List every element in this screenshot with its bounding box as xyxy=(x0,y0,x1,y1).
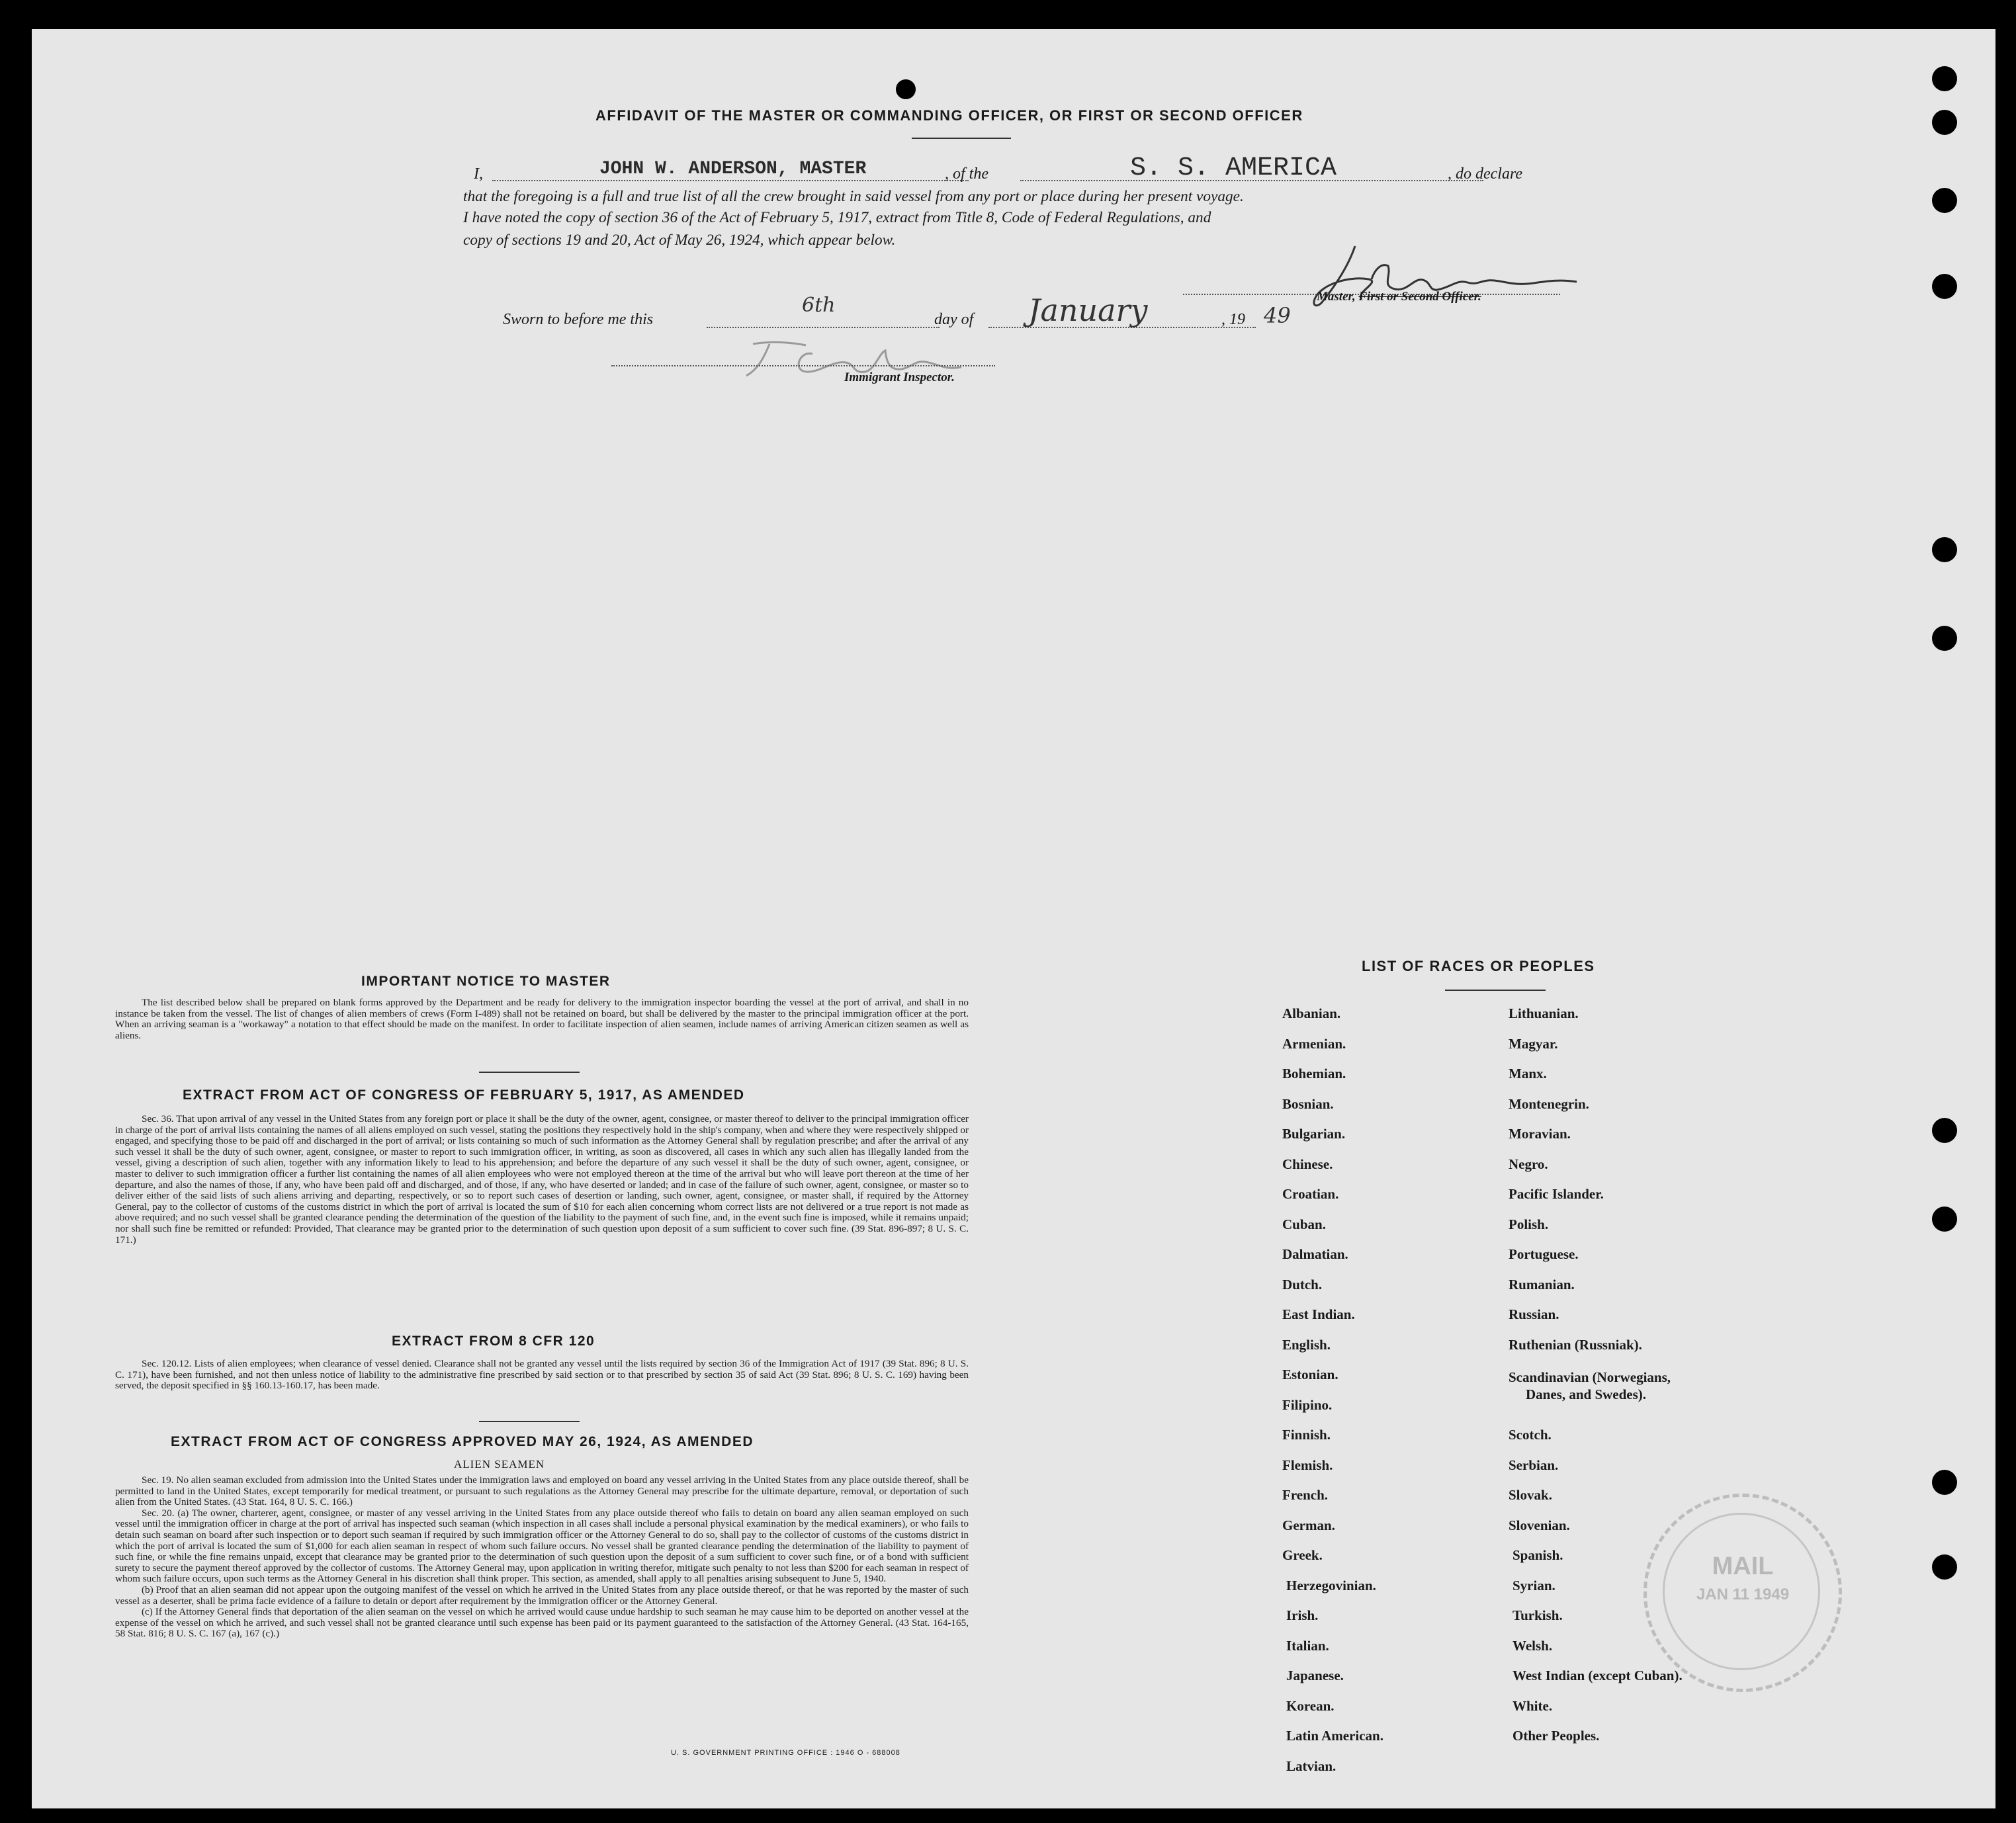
race-item: Spanish. xyxy=(1512,1547,1563,1563)
race-item: Irish. xyxy=(1286,1607,1319,1623)
notice-heading: IMPORTANT NOTICE TO MASTER xyxy=(361,974,611,989)
affidavit-line-4: copy of sections 19 and 20, Act of May 26, 1924, which appear below. xyxy=(463,232,896,249)
race-item: Pacific Islander. xyxy=(1509,1186,1604,1202)
affidavit-heading: AFFIDAVIT OF THE MASTER OR COMMANDING OFFICER, OR FIRST OR SECOND OFFICER xyxy=(595,107,1303,124)
race-item: Slovenian. xyxy=(1509,1517,1570,1533)
race-item: German. xyxy=(1282,1517,1335,1533)
race-item: Japanese. xyxy=(1286,1668,1344,1683)
master-name: JOHN W. ANDERSON, MASTER xyxy=(599,159,867,179)
day-of-label: day of xyxy=(934,311,974,328)
race-item: Dutch. xyxy=(1282,1277,1323,1293)
races-heading: LIST OF RACES OR PEOPLES xyxy=(1362,958,1595,974)
punch-hole xyxy=(1932,1470,1957,1495)
section-36-paragraph: Sec. 36. That upon arrival of any vessel in the United States from any foreign port or place it shall be the duty of the owner, agent, consignee, or master thereof to deliver to the principal immigration officer in charge of the port of arrival lists containing the names of all aliens employed on such vessel, stating the positions they respectively hold in the ship's company, when and where they were respectively shipped or engaged, and specifying those to be paid off and discharged in the port of arrival; or lists containing so much of such information as the Attorney General shall by regulation prescribe; and after the arrival of any such vessel it shall be the duty of such owner, agent, consignee, or master to report to such immigration officer, in writing, as soon as discovered, all cases in which any such alien has illegally landed from the vessel, giving a description of such alien, together with any information likely to lead to his apprehension; and before the departure of any such vessel it shall be the duty of such owner, agent, consignee, or master to deliver to such immigration officer a further list containing the names of all alien employees who were not employed thereon at the time of the arrival but who will leave port thereon at the time of her departure, and also the names of those, if any, who have been paid off and discharged, and of those, if any, who have deserted or landed; and in case of the failure of such owner, agent, consignee, or master so to deliver either of the said lists of such aliens arriving and departing, respectively, or so to report such cases of desertion or landing, such owner, agent, consignee, or master shall, if required by the Attorney General, pay to the collector of customs of the customs district in which the port of arrival is located the sum of $10 for each alien concerning whom correct lists are not delivered or a true report is not made as above required; and no such vessel shall be granted clearance pending the determination of the question of the liability to the payment of such fine, and, in the event such fine is imposed, while it remains unpaid; nor shall such fine be remitted or refunded: Provided, That clearance may be granted prior to the determination of such question upon deposit of a sum sufficient to cover such fine. (39 Stat. 896-897; 8 U. S. C. 171.) xyxy=(115,1113,969,1246)
race-item: French. xyxy=(1282,1487,1329,1503)
manifest-page xyxy=(32,29,1995,1808)
race-item: Russian. xyxy=(1509,1306,1559,1322)
sworn-label: Sworn to before me this xyxy=(503,311,654,328)
race-item: Negro. xyxy=(1509,1156,1548,1172)
do-declare-label: , do declare xyxy=(1448,165,1523,183)
race-item: Italian. xyxy=(1286,1638,1329,1654)
extract-cfr-text xyxy=(115,1359,969,1392)
race-item: Flemish. xyxy=(1282,1457,1333,1473)
race-item: Montenegrin. xyxy=(1509,1096,1589,1112)
race-item: East Indian. xyxy=(1282,1306,1355,1322)
section-20c-paragraph: (c) If the Attorney General finds that deportation of the alien seaman on the vessel on which he arrived would cause undue hardship to such seaman he may cause him to be deported on another vessel at the expense of the vessel on which he arrived, and such vessel shall not be granted clearance until such expense has been paid or its payment guaranteed to the satisfaction of the Attorney General. (43 Stat. 164-165, 58 Stat. 816; 8 U. S. C. 167 (a), 167 (c).) xyxy=(115,1606,969,1640)
race-item: Scandinavian (Norwegians, xyxy=(1509,1369,1671,1385)
race-item: Cuban. xyxy=(1282,1216,1326,1232)
race-item: Manx. xyxy=(1509,1066,1547,1081)
race-item: Estonian. xyxy=(1282,1367,1338,1382)
sworn-month: January xyxy=(1028,292,1148,328)
extract-1924-heading: EXTRACT FROM ACT OF CONGRESS APPROVED MAY 26, 1924, AS AMENDED xyxy=(171,1434,754,1449)
race-item: Polish. xyxy=(1509,1216,1549,1232)
race-item: Bosnian. xyxy=(1282,1096,1334,1112)
sworn-year: 49 xyxy=(1264,303,1291,328)
master-caption xyxy=(1317,290,1481,304)
race-item: Syrian. xyxy=(1512,1578,1556,1593)
punch-hole xyxy=(1932,1554,1957,1580)
extract-1917-text xyxy=(115,1114,969,1246)
master-name-line xyxy=(492,180,969,181)
section-20a-paragraph: Sec. 20. (a) The owner, charterer, agent, consignee, or master of any vessel arriving in the United States from any place outside thereof who fails to detain on board any alien seaman employed on such vessel until the immigration officer in charge at the port of arrival has inspected such seaman (which inspection in all cases shall include a personal physical examination by the medical examiners), or who fails to detain such seaman on board after such inspection or to deport such seaman if required by such immigration officer or the Attorney General to do so, shall pay to the collector of customs of the customs district in which the port of arrival is located the sum of $1,000 for each alien seaman in respect of whom such failure occurs. No vessel shall be granted clearance pending the determination of the liability to payment of such fine, or while the fine remains unpaid, except that clearance may be granted prior to the determination of such question upon the deposit of a sum sufficient to cover such fine, or of a bond with sufficient surety to secure the payment thereof approved by the collector of customs. The Attorney General may, upon application in writing therefor, mitigate such penalty to not less than $200 for each seaman in respect of whom such failure occurs, upon such terms as the Attorney General in his discretion shall think proper. This section, as amended, shall apply to all penalties arising subsequent to June 5, 1940. xyxy=(115,1507,969,1585)
race-item: Scotch. xyxy=(1509,1427,1552,1443)
race-item: Filipino. xyxy=(1282,1397,1333,1413)
race-item: Rumanian. xyxy=(1509,1277,1575,1293)
race-item: Latin American. xyxy=(1286,1728,1383,1744)
of-the-label: , of the xyxy=(945,165,988,183)
punch-hole xyxy=(896,79,916,99)
printer-imprint: U. S. GOVERNMENT PRINTING OFFICE : 1946 O - 688008 xyxy=(671,1749,900,1757)
race-item: Finnish. xyxy=(1282,1427,1331,1443)
section-20b-paragraph: (b) Proof that an alien seaman did not appear upon the outgoing manifest of the vessel on which he arrived in the United States from any place outside thereof, or that he was reported by the master of such vessel as a deserter, shall be prima facie evidence of a failure to detain or deport after requirement by the immigration officer or the Attorney General. xyxy=(115,1584,969,1607)
race-item: Danes, and Swedes). xyxy=(1526,1386,1647,1402)
extract-1924-text xyxy=(115,1475,969,1640)
race-item: Albanian. xyxy=(1282,1005,1341,1021)
affidavit-i-label: I, xyxy=(474,165,483,183)
postmark-date: JAN 11 1949 xyxy=(1696,1586,1790,1603)
punch-hole xyxy=(1932,1207,1957,1232)
race-item: Slovak. xyxy=(1509,1487,1552,1503)
inspector-signature-line xyxy=(611,365,995,366)
punch-hole xyxy=(1932,537,1957,562)
race-item: Korean. xyxy=(1286,1698,1335,1714)
punch-hole xyxy=(1932,1118,1957,1143)
race-item: Lithuanian. xyxy=(1509,1005,1579,1021)
divider xyxy=(912,138,1011,139)
inspector-caption: Immigrant Inspector. xyxy=(844,370,955,384)
race-item: Bulgarian. xyxy=(1282,1126,1346,1142)
race-item: Latvian. xyxy=(1286,1758,1337,1774)
punch-hole xyxy=(1932,274,1957,299)
punch-hole xyxy=(1932,110,1957,135)
race-item: Chinese. xyxy=(1282,1156,1333,1172)
race-item: West Indian (except Cuban). xyxy=(1512,1668,1683,1683)
mail-postmark-stamp xyxy=(1643,1494,1842,1692)
sworn-year-prefix: , 19 xyxy=(1221,311,1245,328)
master-caption-struck: First or Second Officer. xyxy=(1358,290,1481,304)
sworn-day: 6th xyxy=(802,294,836,317)
notice-paragraph: The list described below shall be prepared on blank forms approved by the Department and be ready for delivery to the immigration inspector boarding the vessel at the port of arrival, and shall in no instance be taken from the vessel. The list of changes of alien members of crews (Form I-489) shall not be retained on board, but shall be delivered by the master to the principal immigration officer at the port. When an arriving seaman is a "workaway" a notation to that effect should be made on the manifest. In order to facilitate inspection of alien seamen, include names of arriving American citizen seamen as well as aliens. xyxy=(115,997,969,1041)
race-item: Herzegovinian. xyxy=(1286,1578,1376,1593)
divider xyxy=(479,1421,580,1422)
race-item: Serbian. xyxy=(1509,1457,1559,1473)
alien-seamen-subheading: ALIEN SEAMEN xyxy=(454,1458,545,1470)
race-item: Dalmatian. xyxy=(1282,1246,1348,1262)
affidavit-line-2: that the foregoing is a full and true list of all the crew brought in said vessel from any port or place during her present voyage. xyxy=(463,188,1244,205)
divider xyxy=(1445,990,1546,991)
punch-hole xyxy=(1932,66,1957,91)
race-item: Armenian. xyxy=(1282,1036,1346,1052)
punch-hole xyxy=(1932,188,1957,213)
extract-1917-heading: EXTRACT FROM ACT OF CONGRESS OF FEBRUARY 5, 1917, AS AMENDED xyxy=(183,1087,745,1103)
race-item: Other Peoples. xyxy=(1512,1728,1600,1744)
notice-text xyxy=(115,997,969,1041)
race-item: Turkish. xyxy=(1512,1607,1563,1623)
race-item: White. xyxy=(1512,1698,1553,1714)
race-item: Welsh. xyxy=(1512,1638,1553,1654)
master-caption-label: Master, xyxy=(1317,290,1356,304)
section-19-paragraph: Sec. 19. No alien seaman excluded from admission into the United States under the immigration laws and employed on board any vessel arriving in the United States from any place outside thereof, shall be permitted to land in the United States, except temporarily for medical treatment, or pursuant to such regulations as the Attorney General may prescribe for the ultimate departure, removal, or deportation of such alien from the United States. (43 Stat. 164, 8 U. S. C. 166.) xyxy=(115,1474,969,1508)
race-item: Moravian. xyxy=(1509,1126,1571,1142)
punch-hole xyxy=(1932,626,1957,651)
vessel-name: S. S. AMERICA xyxy=(1130,153,1337,183)
section-120-12-paragraph: Sec. 120.12. Lists of alien employees; when clearance of vessel denied. Clearance shall not be granted any vessel until the lists required by section 36 of the Immigration Act of 1917 (39 Stat. 896; 8 U. S. C. 171), have been furnished, and not then unless notice of liability to the administrative fine prescribed by said section or to that prescribed by section 35 of said Act (39 Stat. 896; 8 U. S. C. 169) having been served, the deposit specified in §§ 160.13-160.17, has been made. xyxy=(115,1358,969,1392)
race-item: Portuguese. xyxy=(1509,1246,1579,1262)
race-item: Magyar. xyxy=(1509,1036,1558,1052)
extract-cfr-heading: EXTRACT FROM 8 CFR 120 xyxy=(392,1334,595,1349)
race-item: Greek. xyxy=(1282,1547,1323,1563)
postmark-word: MAIL xyxy=(1712,1552,1774,1580)
race-item: Croatian. xyxy=(1282,1186,1339,1202)
race-item: Ruthenian (Russniak). xyxy=(1509,1337,1642,1353)
affidavit-line-3: I have noted the copy of section 36 of the Act of February 5, 1917, extract from Title 8, Code of Federal Regulations, and xyxy=(463,209,1211,226)
sworn-day-line xyxy=(707,327,940,328)
divider xyxy=(479,1072,580,1073)
race-item: Bohemian. xyxy=(1282,1066,1346,1081)
race-item: English. xyxy=(1282,1337,1331,1353)
